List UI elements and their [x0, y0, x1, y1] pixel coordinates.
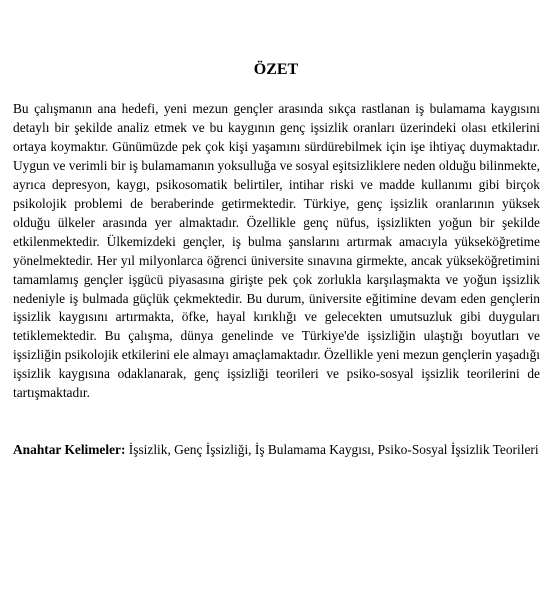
abstract-title: ÖZET	[253, 61, 299, 78]
keywords-label: Anahtar Kelimeler:	[13, 442, 126, 457]
abstract-text: Bu çalışmanın ana hedefi, yeni mezun gençler arasında sıkça rastlanan iş bulamama kaygısını detaylı bir şekilde analiz etmek ve bu kaygının genç işsizlik oranları üzerindeki olası etkilerini ortaya koymaktır. Günümüzde pek çok kişi yaşamını sürdürebilmek için işe ihtiyaç duymaktadır. Uygun ve verimli bir iş bulamamanın yoksulluğa ve sosyal eşitsizliklere neden olduğu bilinmekte, ayrıca depresyon, kaygı, psikosomatik belirtiler, intihar riski ve madde kullanımı gibi birçok psikolojik problemi de beraberinde getirmektedir. Türkiye, genç işsizlik oranlarının yüksek olduğu ülkeler arasında yer almaktadır. Özellikle genç nüfus, işsizlikten yoğun bir şekilde etkilenmektedir. Ülkemizdeki gençler, iş bulma şanslarını artırmak amacıyla yükseköğretime yönelmektedir. Her yıl milyonlarca öğrenci üniversite sınavına girmekte, ancak yükseköğretimini tamamlamış gençler işgücü piyasasına girişte pek çok zorlukla karşılaşmakta ve yoğun işsizlik nedeniyle iş bulmada güçlük çekmektedir. Bu durum, üniversite eğitimine devam eden gençlerin işsizlik kaygısını artırmakta, öfke, hayal kırıklığı ve gelecekten umutsuzluk gibi duyguları tetiklemektedir. Bu çalışma, dünya genelinde ve Türkiye'de işsizliğin ulaştığı boyutları ve işsizliğin psikolojik etkilerini ele almayı amaçlamaktadır. Özellikle yeni mezun gençlerin yaşadığı işsizlik kaygısına odaklanarak, genç işsizliği teorileri ve psiko-sosyal işsizlik teorilerini de tartışmaktadır.	[13, 101, 540, 401]
keywords-list: İşsizlik, Genç İşsizliği, İş Bulamama Kaygısı, Psiko-Sosyal İşsizlik Teorileri	[125, 442, 539, 457]
keywords-paragraph	[13, 441, 540, 460]
